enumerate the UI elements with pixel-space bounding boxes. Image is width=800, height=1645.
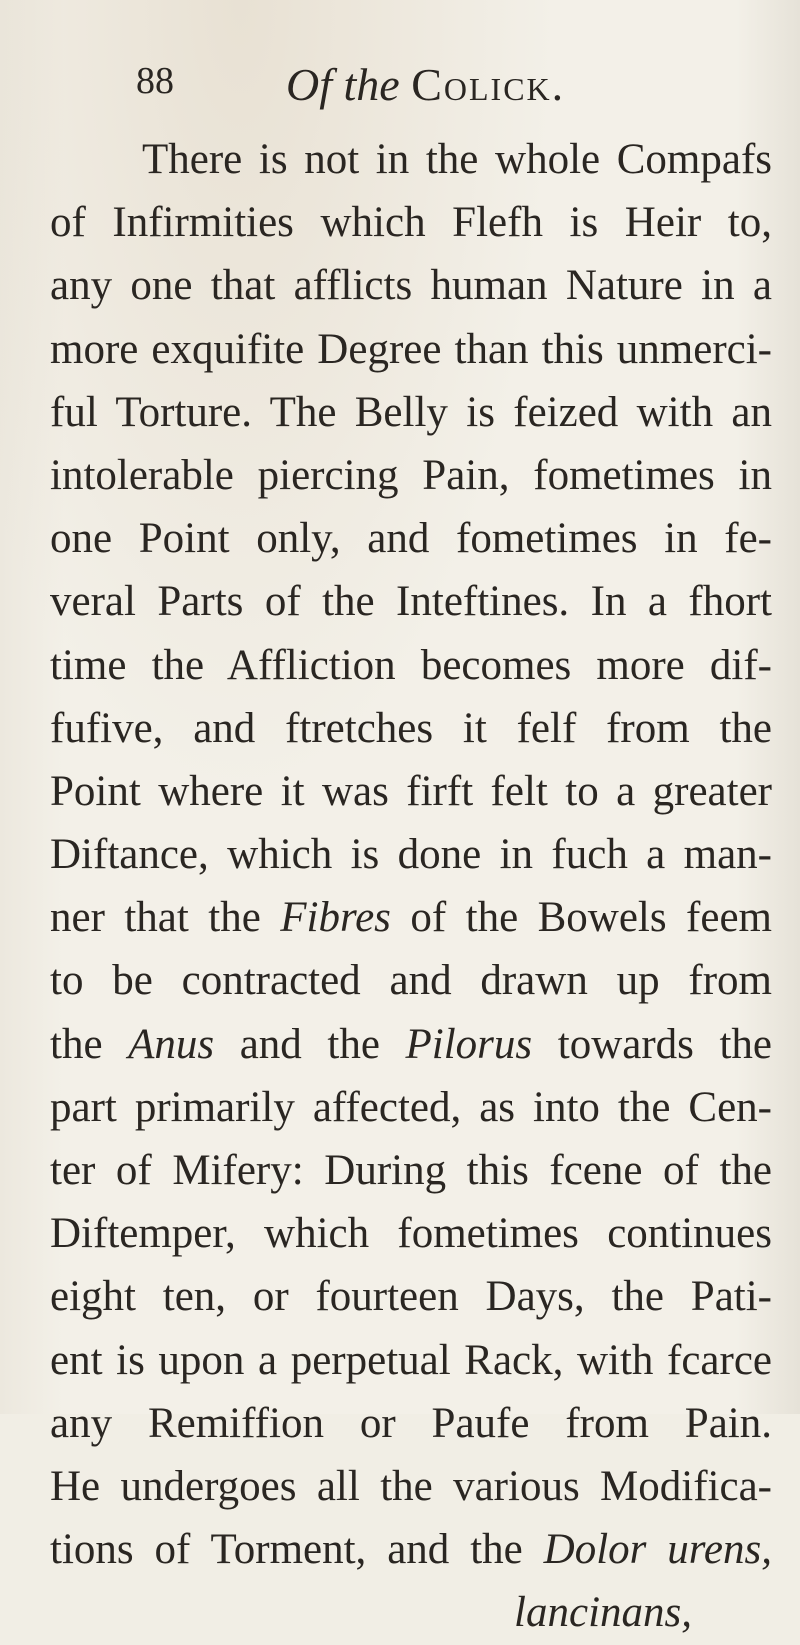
text-line: one Point only, and fometimes in fe- [50, 515, 772, 563]
text-line: ful Torture. The Belly is feized with an [50, 388, 772, 436]
running-title-prefix: Of the [286, 59, 400, 110]
text-line: the Anus and the Pilorus towards the [50, 1020, 772, 1068]
italic-term: Fibres [280, 894, 391, 942]
text-line: ent is upon a perpetual Rack, with fcarce [50, 1336, 772, 1384]
text-line: any Remiffion or Paufe from Pain. [50, 1399, 772, 1447]
text-line: There is not in the whole Compafs [142, 136, 772, 183]
text-line: any one that afflicts human Nature in a [50, 262, 772, 310]
text-line: tions of Torment, and the Dolor urens, [50, 1526, 772, 1574]
text-line: intolerable piercing Pain, fometimes in [50, 451, 772, 499]
text-line: He undergoes all the various Modifica- [50, 1462, 772, 1510]
text-line: ner that the Fibres of the Bowels feem [50, 894, 772, 942]
text-line: of Infirmities which Flefh is Heir to, [50, 199, 772, 247]
text-line: more exquifite Degree than this unmerci- [50, 325, 772, 373]
text-line: Point where it was firft felt to a greater [50, 767, 772, 815]
text-line: fufive, and ftretches it felf from the [50, 704, 772, 752]
italic-term: Anus [128, 1020, 215, 1068]
page-number: 88 [136, 60, 174, 102]
catchword: lancinans, [514, 1589, 692, 1637]
text-line: part primarily affected, as into the Cen- [50, 1083, 772, 1131]
text-line: eight ten, or fourteen Days, the Pati- [50, 1273, 772, 1321]
running-title [286, 59, 566, 110]
text-line: time the Affliction becomes more dif- [50, 641, 772, 689]
text-line: to be contracted and drawn up from [50, 957, 772, 1005]
text-line: Diftance, which is done in fuch a man- [50, 831, 772, 879]
body-text [50, 128, 772, 1645]
italic-term: Pilorus [405, 1020, 533, 1068]
text-line: veral Parts of the Inteftines. In a fhort [50, 578, 772, 626]
italic-term: Dolor urens, [543, 1526, 772, 1574]
text-line: ter of Mifery: During this fcene of the [50, 1147, 772, 1194]
text-line: Diftemper, which fometimes continues [50, 1210, 772, 1258]
running-title-subject: Colick. [411, 59, 566, 110]
